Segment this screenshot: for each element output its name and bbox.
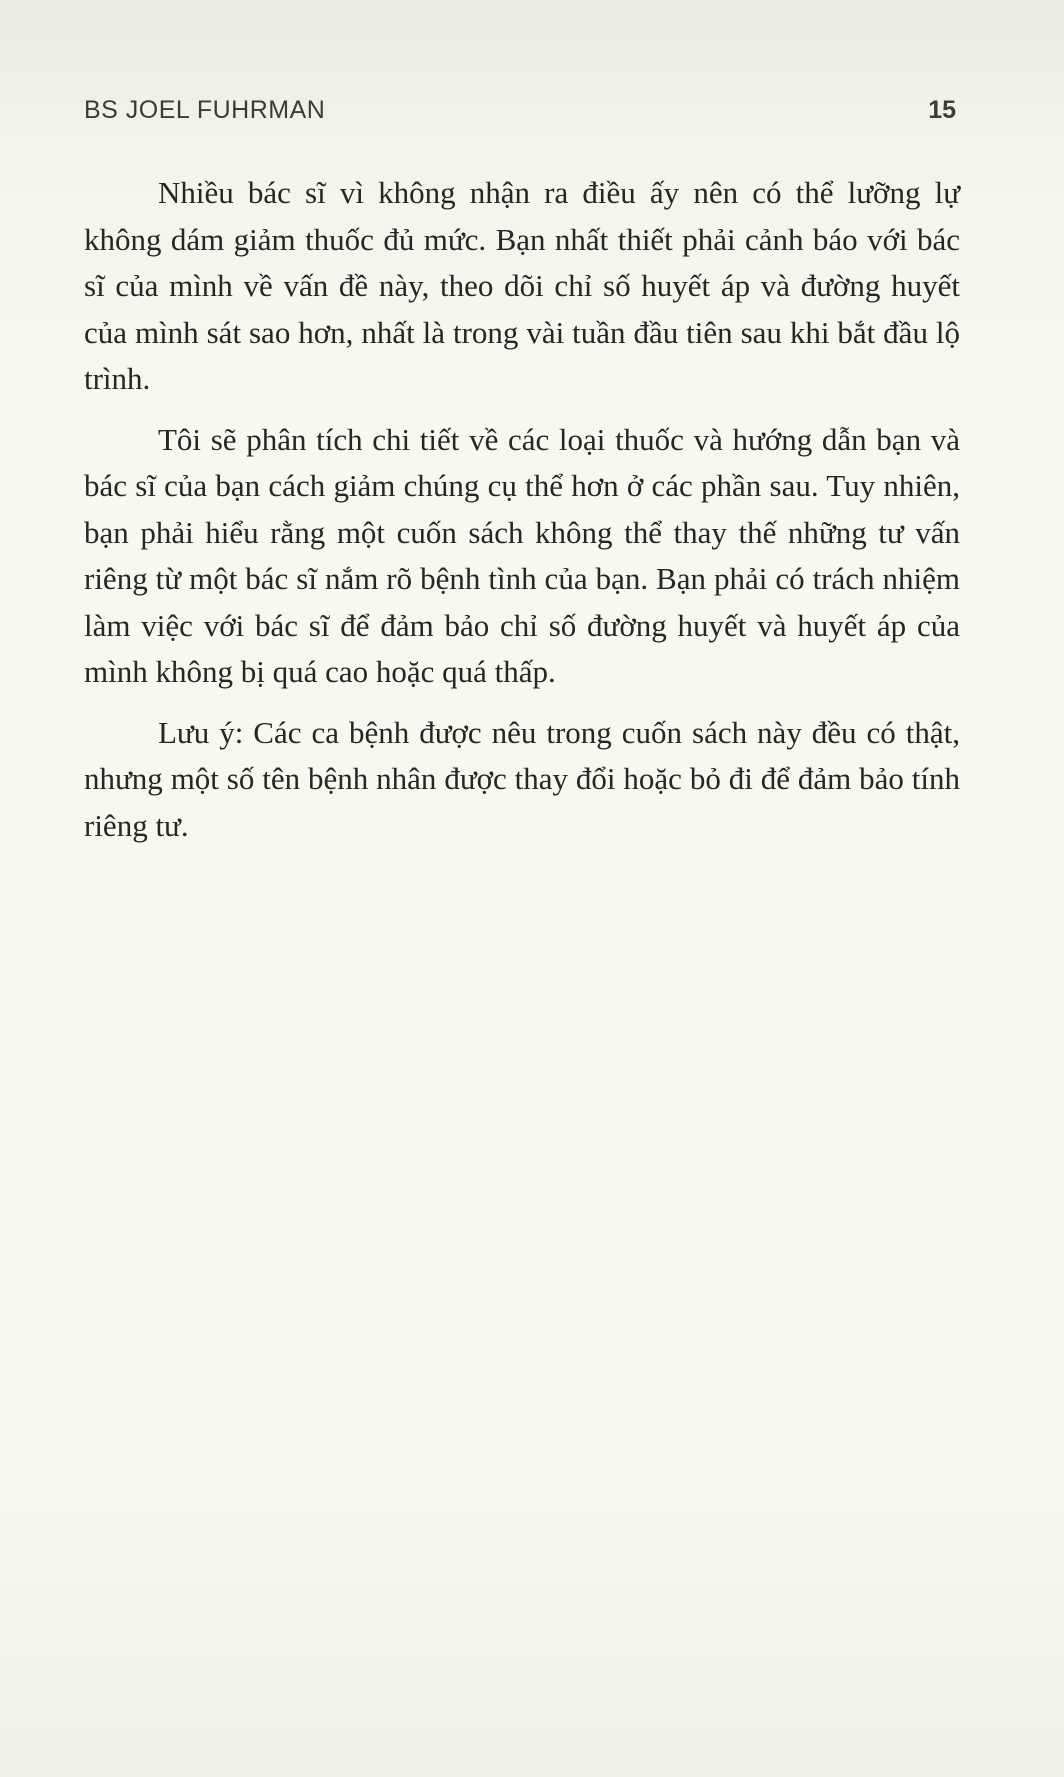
running-head: BS JOEL FUHRMAN (84, 96, 326, 124)
page-number: 15 (928, 96, 956, 124)
paragraph-3: Lưu ý: Các ca bệnh được nêu trong cuốn sách này đều có thật, nhưng một số tên bệnh nhân được thay đổi hoặc bỏ đi để đảm bảo tính riêng tư. (84, 714, 960, 843)
page-header (84, 96, 956, 132)
body-text (84, 170, 960, 863)
paragraph-2: Tôi sẽ phân tích chi tiết về các loại thuốc và hướng dẫn bạn và bác sĩ của bạn cách giảm chúng cụ thể hơn ở các phần sau. Tuy nhiên, bạn phải hiểu rằng một cuốn sách không thể thay thế những tư vấn riêng từ một bác sĩ nắm rõ bệnh tình của bạn. Bạn phải có trách nhiệm làm việc với bác sĩ để đảm bảo chỉ số đường huyết và huyết áp của mình không bị quá cao hoặc quá thấp. (84, 421, 960, 689)
paragraph-1: Nhiều bác sĩ vì không nhận ra điều ấy nên có thể lưỡng lự không dám giảm thuốc đủ mức. Bạn nhất thiết phải cảnh báo với bác sĩ của mình về vấn đề này, theo dõi chỉ số huyết áp và đường huyết của mình sát sao hơn, nhất là trong vài tuần đầu tiên sau khi bắt đầu lộ trình. (84, 175, 960, 396)
